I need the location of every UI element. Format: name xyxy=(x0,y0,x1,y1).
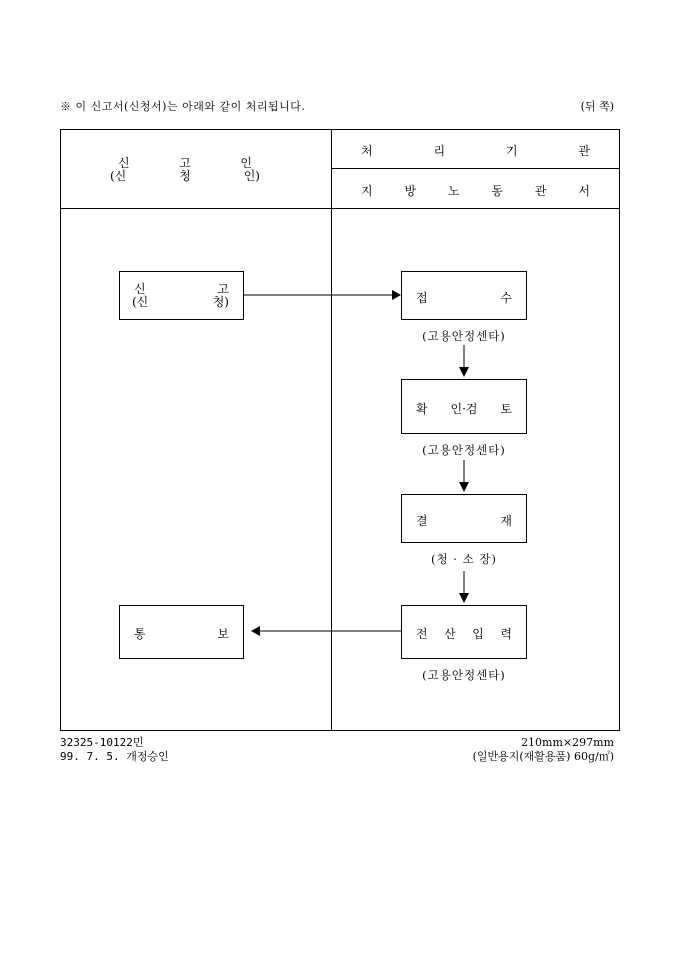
applicant-char: 청 xyxy=(179,169,191,183)
review-label: 인·검 xyxy=(450,402,478,416)
paper-type: (일반용지(재활용품) 60g/㎡) xyxy=(472,750,614,763)
arrow-input-to-notify xyxy=(251,626,401,636)
receipt-label: 수 xyxy=(500,291,512,305)
approval-caption: (청 · 소 장) xyxy=(431,552,497,566)
footer-right xyxy=(473,736,614,764)
processor-char: 처 xyxy=(361,144,373,158)
input-label: 산 xyxy=(444,627,456,641)
review-label: 확 xyxy=(416,402,428,416)
review-label: 토 xyxy=(500,402,512,416)
review-caption: (고용안정센타) xyxy=(422,443,506,457)
office-char: 방 xyxy=(404,184,417,198)
apply-label: 청) xyxy=(212,295,229,309)
arrow-review-to-approval xyxy=(459,460,469,492)
arrow-approval-to-input xyxy=(459,571,469,603)
approval-label: 재 xyxy=(500,514,512,528)
approval-date: 99. 7. 5. 개정승인 xyxy=(60,750,169,763)
footer-left xyxy=(60,736,169,764)
notify-label: 통 xyxy=(134,627,146,641)
receipt-caption: (고용안정센타) xyxy=(422,329,506,343)
form-code: 32325-10122민 xyxy=(60,736,144,749)
office-char: 지 xyxy=(361,184,373,198)
processor-char: 관 xyxy=(578,144,590,158)
apply-label: 고 xyxy=(217,282,229,296)
applicant-char: 인) xyxy=(243,169,260,183)
applicant-char: (신 xyxy=(110,169,127,183)
approval-label: 결 xyxy=(416,514,428,528)
paper-size: 210mm×297mm xyxy=(521,736,614,749)
input-caption: (고용안정센타) xyxy=(422,668,506,682)
input-label: 력 xyxy=(500,627,512,641)
office-char: 관 xyxy=(534,184,547,198)
notify-label: 보 xyxy=(217,627,229,641)
page-side-label: (뒤 쪽) xyxy=(580,100,614,113)
header-note: ※ 이 신고서(신청서)는 아래와 같이 처리됩니다. xyxy=(60,100,306,113)
office-char: 노 xyxy=(447,184,460,198)
arrow-receipt-to-review xyxy=(459,345,469,377)
processor-char: 리 xyxy=(433,144,446,158)
apply-label: 신 xyxy=(134,282,146,296)
office-char: 동 xyxy=(491,184,503,198)
arrow-apply-to-receipt xyxy=(244,290,401,300)
applicant-char: 신 xyxy=(118,156,130,170)
applicant-char: 고 xyxy=(179,156,191,170)
input-label: 전 xyxy=(416,627,428,641)
input-label: 입 xyxy=(472,627,484,641)
applicant-char: 인 xyxy=(240,156,252,170)
receipt-label: 접 xyxy=(416,291,428,305)
office-char: 서 xyxy=(578,184,590,198)
processor-char: 기 xyxy=(505,144,518,158)
apply-label: (신 xyxy=(132,295,149,309)
